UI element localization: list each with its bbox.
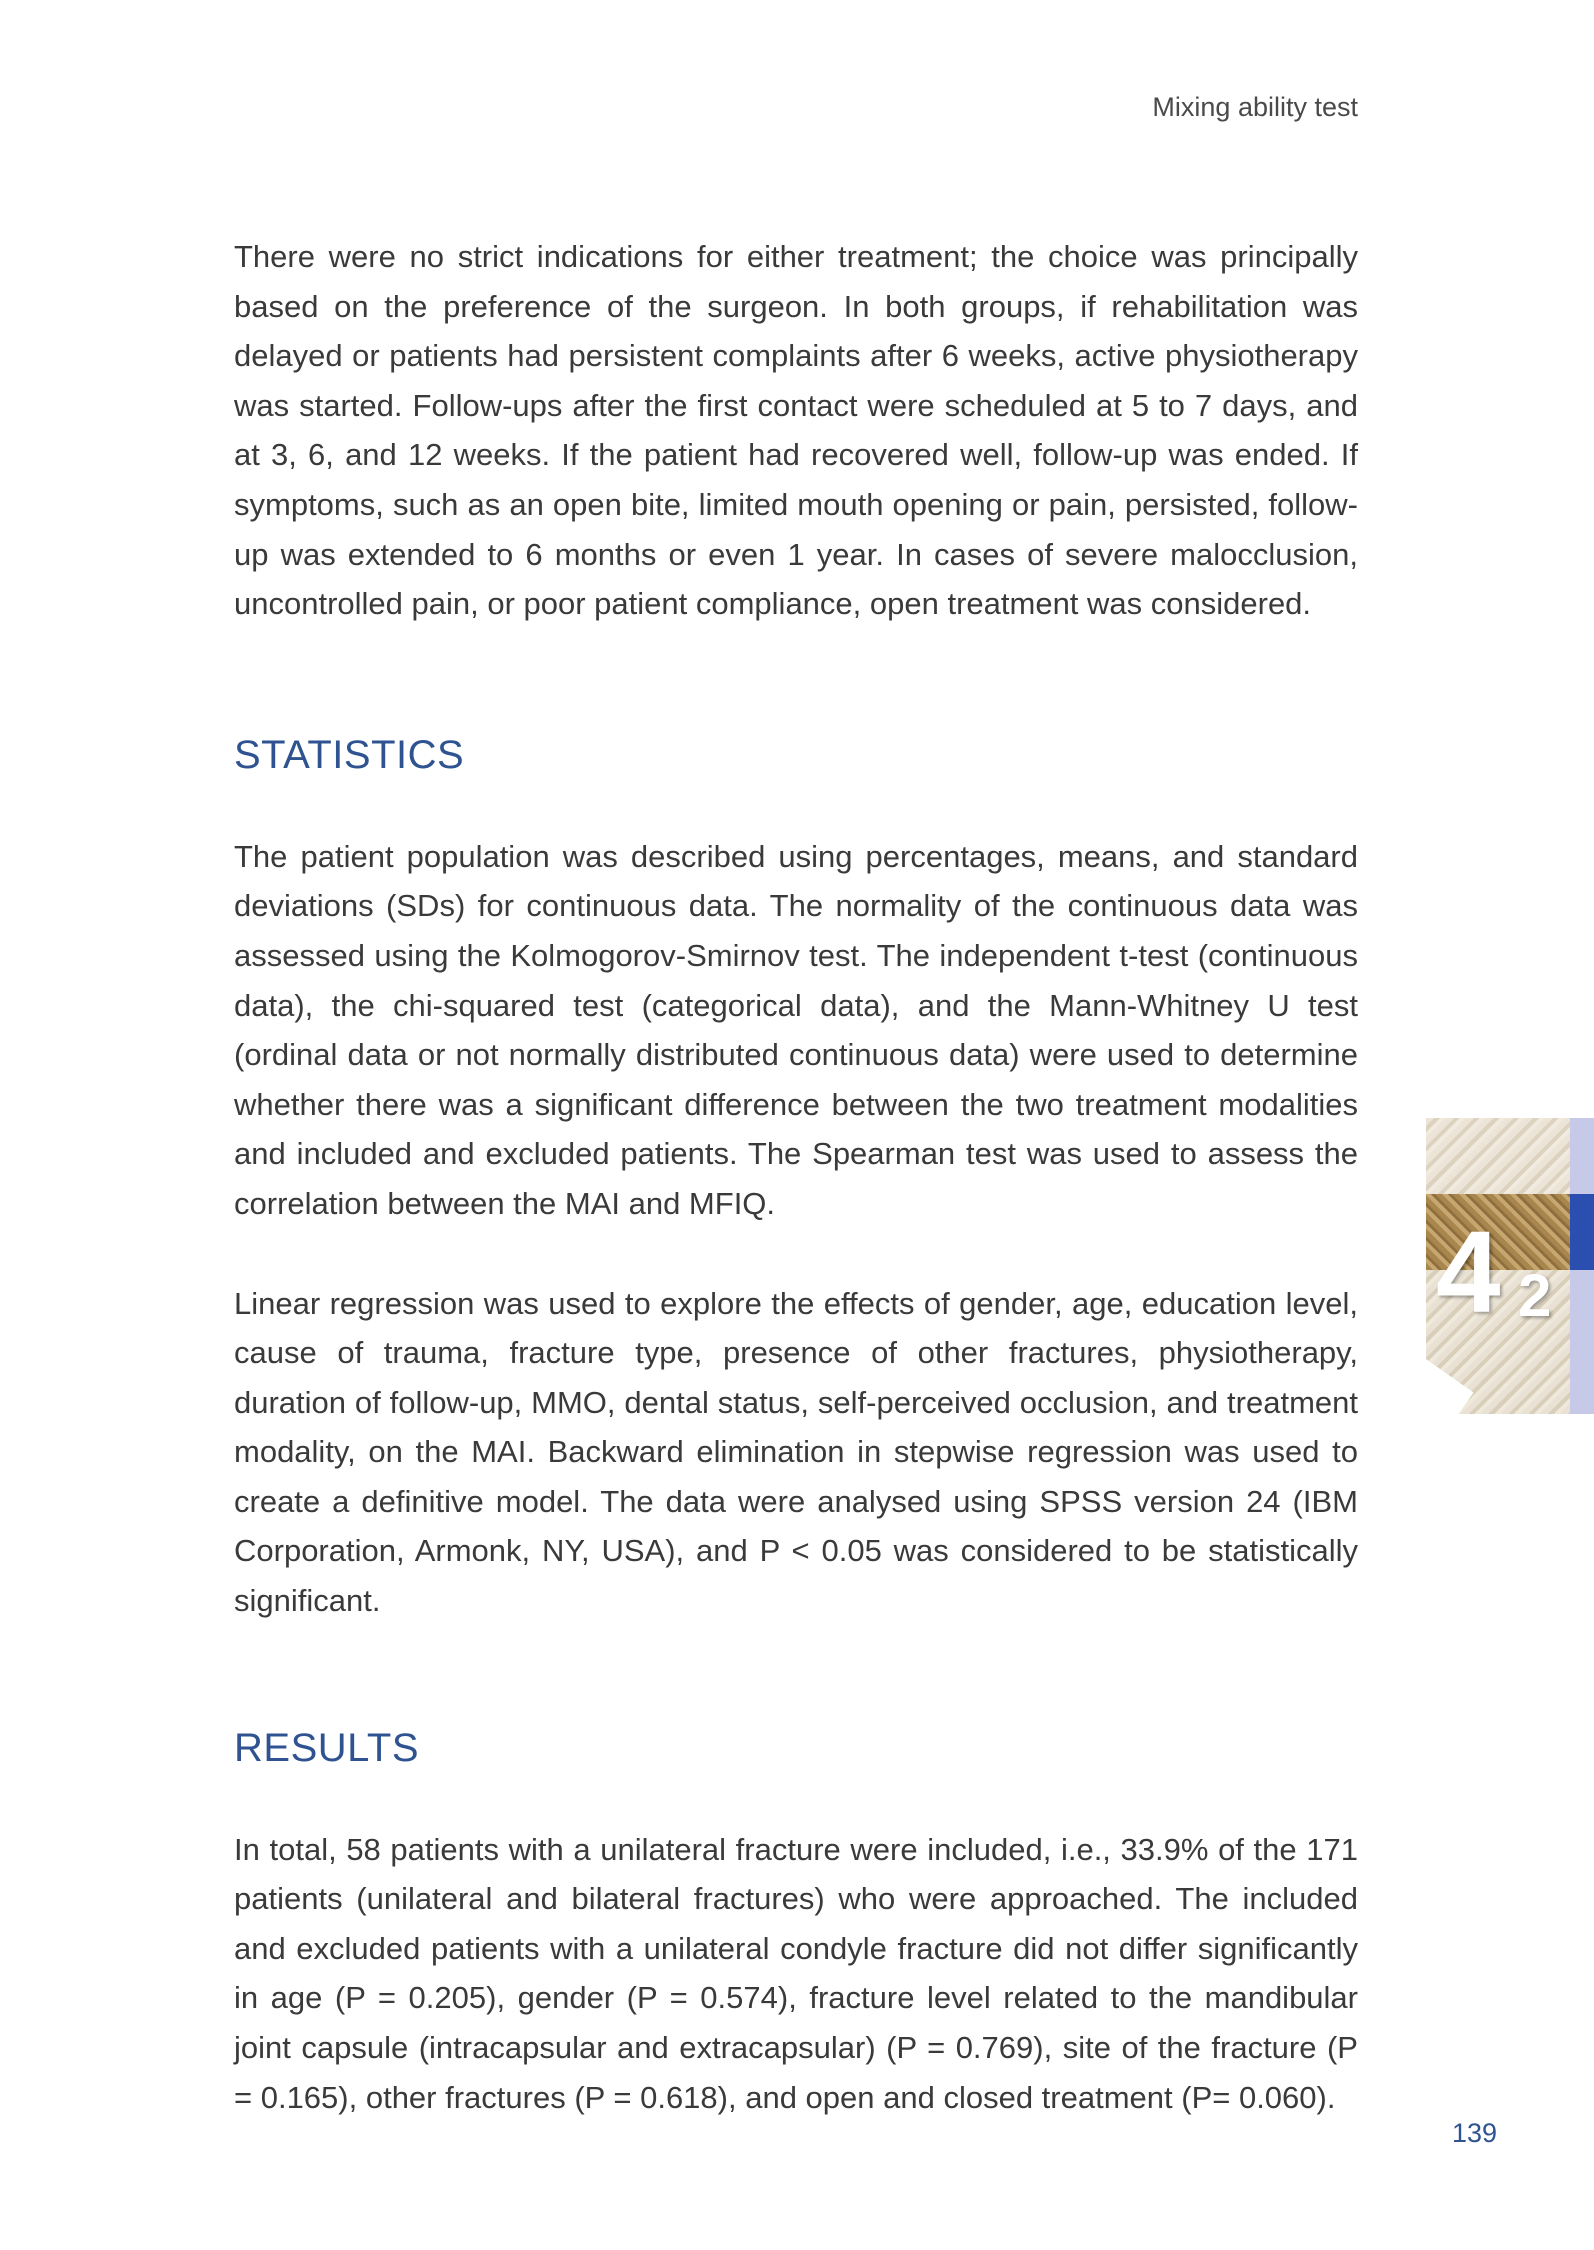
page-body	[234, 232, 1358, 2122]
intro-paragraph: There were no strict indications for either treatment; the choice was principally based on the preference of the surgeon. In both groups, if rehabilitation was delayed or patients had persistent complaints after 6 weeks, active physiotherapy was started. Follow-ups after the first contact were scheduled at 5 to 7 days, and at 3, 6, and 12 weeks. If the patient had recovered well, follow-up was ended. If symptoms, such as an open bite, limited mouth opening or pain, persisted, follow-up was extended to 6 months or even 1 year. In cases of severe malocclusion, uncontrolled pain, or poor patient compliance, open treatment was considered.	[234, 239, 1358, 622]
results-heading: RESULTS	[234, 1725, 420, 1770]
statistics-paragraph-1: The patient population was described using percentages, means, and standard deviations (SDs) for continuous data. The normality of the continuous data was assessed using the Kolmogorov-Smirnov test. The independent t-test (continuous data), the chi-squared test (categorical data), and the Mann-Whitney U test (ordinal data or not normally distributed continuous data) were used to determine whether there was a significant difference between the two treatment modalities and included and excluded patients. The Spearman test was used to assess the correlation between the MAI and MFIQ.	[234, 838, 1358, 1221]
subchapter-number: 2	[1518, 1262, 1552, 1329]
statistics-paragraph-2: Linear regression was used to explore the effects of gender, age, education level, cause of trauma, fracture type, presence of other fractures, physiotherapy, duration of follow-up, MMO, dental status, self-perceived occlusion, and treatment modality, on the MAI. Backward elimination in stepwise regression was used to create a definitive model. The data were analysed using SPSS version 24 (IBM Corporation, Armonk, NY, USA), and P < 0.05 was considered to be statistically significant.	[234, 1285, 1358, 1619]
page-number: 139	[1452, 2118, 1498, 2148]
chapter-tab	[1426, 1118, 1594, 1414]
statistics-heading: STATISTICS	[234, 732, 465, 777]
running-header: Mixing ability test	[1152, 92, 1358, 122]
results-paragraph-1: In total, 58 patients with a unilateral fracture were included, i.e., 33.9% of the 171 patients (unilateral and bilateral fractures) who were approached. The included and excluded patients with a unilateral condyle fracture did not differ significantly in age (P = 0.205), gender (P = 0.574), fracture level related to the mandibular joint capsule (intracapsular and extracapsular) (P = 0.769), site of the fracture (P = 0.165), other fractures (P = 0.618), and open and closed treatment (P= 0.060).	[234, 1831, 1358, 2115]
chapter-number: 4	[1436, 1207, 1501, 1337]
